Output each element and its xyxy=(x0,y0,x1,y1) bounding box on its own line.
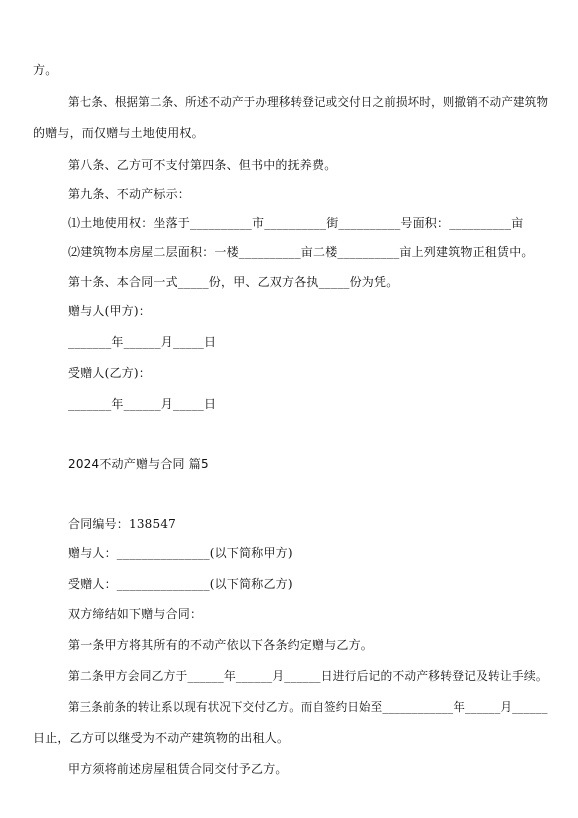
signature-label: 赠与人(甲方)： xyxy=(68,304,151,318)
contract-number: 合同编号：138547 xyxy=(68,517,177,531)
paragraph-line: ⑵建筑物本房屋二层面积：一楼__________亩二楼__________亩上列建筑物正租赁中。 xyxy=(68,245,534,259)
paragraph-line: 第七条、根据第二条、所述不动产于办理移转登记或交付日之前损坏时，则撤销不动产建筑物 xyxy=(68,95,549,109)
signature-label: 受赠人(乙方)： xyxy=(68,366,151,380)
paragraph-line: 第二条甲方会同乙方于______年______月______日进行后记的不动产移转登记及转让手续。 xyxy=(68,669,548,683)
paragraph-line: 的赠与，而仅赠与土地使用权。 xyxy=(33,126,204,140)
date-line: _______年______月_____日 xyxy=(68,397,217,411)
paragraph-line: 日止，乙方可以继受为不动产建筑物的出租人。 xyxy=(33,731,290,745)
paragraph-line: 第一条甲方将其所有的不动产依以下各条约定赠与乙方。 xyxy=(68,638,374,652)
section-heading: 2024不动产赠与合同 篇5 xyxy=(68,457,209,471)
party-line: 受赠人：_______________(以下简称乙方) xyxy=(68,577,293,591)
paragraph-line: 第八条、乙方可不支付第四条、但书中的抚养费。 xyxy=(68,158,337,172)
paragraph-line: 甲方须将前述房屋租赁合同交付予乙方。 xyxy=(68,762,288,776)
paragraph-line: ⑴土地使用权：坐落于__________市__________街__________号面积：__________亩 xyxy=(68,216,524,230)
date-line: _______年______月_____日 xyxy=(68,335,217,349)
paragraph-line: 方。 xyxy=(33,63,58,77)
paragraph-line: 双方缔结如下赠与合同： xyxy=(68,607,203,621)
paragraph-line: 第十条、本合同一式_____份，甲、乙双方各执_____份为凭。 xyxy=(68,275,399,289)
paragraph-line: 第三条前条的转让系以现有状况下交付乙方。而自签约日始至____________年______月______ xyxy=(68,700,548,714)
party-line: 赠与人：_______________(以下简称甲方) xyxy=(68,546,293,560)
paragraph-line: 第九条、不动产标示： xyxy=(68,187,191,201)
